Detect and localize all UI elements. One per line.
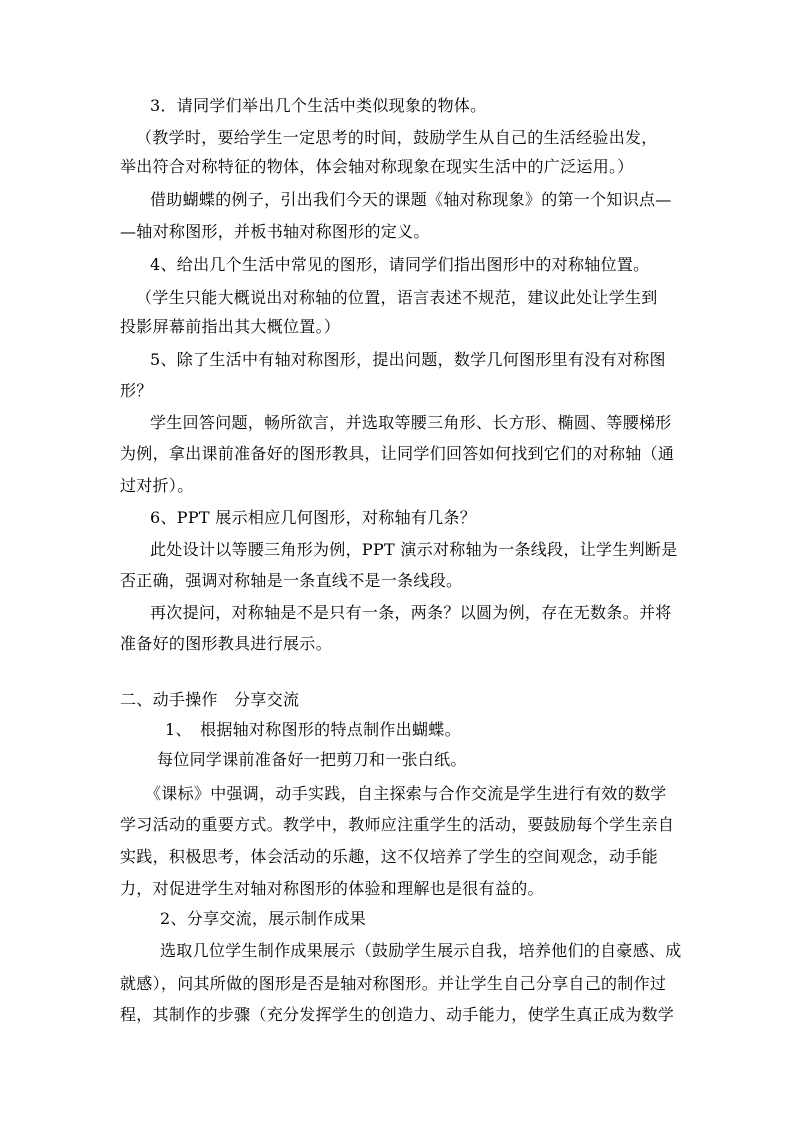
text-line: 此处设计以等腰三角形为例，PPT 演示对称轴为一条线段，让学生判断是 — [150, 540, 678, 559]
text-line: 《课标》中强调，动手实践，自主探索与合作交流是学生进行有效的数学 — [145, 784, 667, 803]
text-line: 力，对促进学生对轴对称图形的体验和理解也是很有益的。 — [120, 879, 544, 898]
text-line: 为例，拿出课前准备好的图形教具，让同学们回答如何找到它们的对称轴（通 — [120, 444, 675, 463]
text-line: 2、分享交流，展示制作成果 — [160, 909, 367, 928]
text-line: 借助蝴蝶的例子，引出我们今天的课题《轴对称现象》的第一个知识点— — [150, 190, 672, 209]
text-line: 准备好的图形教具进行展示。 — [120, 634, 332, 653]
text-line: 实践，积极思考，体会活动的乐趣，这不仅培养了学生的空间观念，动手能 — [120, 847, 658, 866]
text-line: 5、除了生活中有轴对称图形，提出问题，数学几何图形里有没有对称图 — [150, 350, 666, 369]
text-line: 就感），问其所做的图形是否是轴对称图形。并让学生自己分享自己的制作过 — [120, 974, 667, 993]
text-line: 3．请同学们举出几个生活中类似现象的物体。 — [150, 96, 487, 115]
text-line: 过对折）。 — [120, 476, 194, 495]
text-line: 否正确，强调对称轴是一条直线不是一条线段。 — [120, 571, 463, 590]
text-line: 6、PPT 展示相应几何图形，对称轴有几条？ — [150, 508, 477, 527]
text-line: 1、 根据轴对称图形的特点制作出蝴蝶。 — [165, 720, 461, 739]
text-line: 再次提问，对称轴是不是只有一条，两条？以圆为例，存在无数条。并将 — [150, 603, 672, 622]
text-line: 每位同学课前准备好一把剪刀和一张白纸。 — [157, 750, 467, 769]
text-line: 选取几位学生制作成果展示（鼓励学生展示自我，培养他们的自豪感、成 — [160, 941, 682, 960]
text-line: 学生回答问题，畅所欲言，并选取等腰三角形、长方形、椭圆、等腰梯形 — [150, 413, 672, 432]
text-line: 4、给出几个生活中常见的图形，请同学们指出图形中的对称轴位置。 — [150, 255, 650, 274]
text-line: （学生只能大概说出对称轴的位置，语言表述不规范，建议此处让学生到 — [136, 288, 658, 307]
section-heading: 二、动手操作 分享交流 — [120, 690, 300, 709]
text-line: 学习活动的重要方式。教学中，教师应注重学生的活动，要鼓励每个学生亲自 — [120, 815, 675, 834]
text-line: 程，其制作的步骤（充分发挥学生的创造力、动手能力，使学生真正成为数学 — [120, 1005, 675, 1024]
text-line: —轴对称图形，并板书轴对称图形的定义。 — [120, 222, 430, 241]
text-line: 举出符合对称特征的物体，体会轴对称现象在现实生活中的广泛运用。） — [120, 157, 634, 176]
text-line: 形？ — [120, 381, 153, 400]
text-line: （教学时，要给学生一定思考的时间，鼓励学生从自己的生活经验出发， — [136, 128, 658, 147]
text-line: 投影屏幕前指出其大概位置。） — [120, 317, 341, 336]
